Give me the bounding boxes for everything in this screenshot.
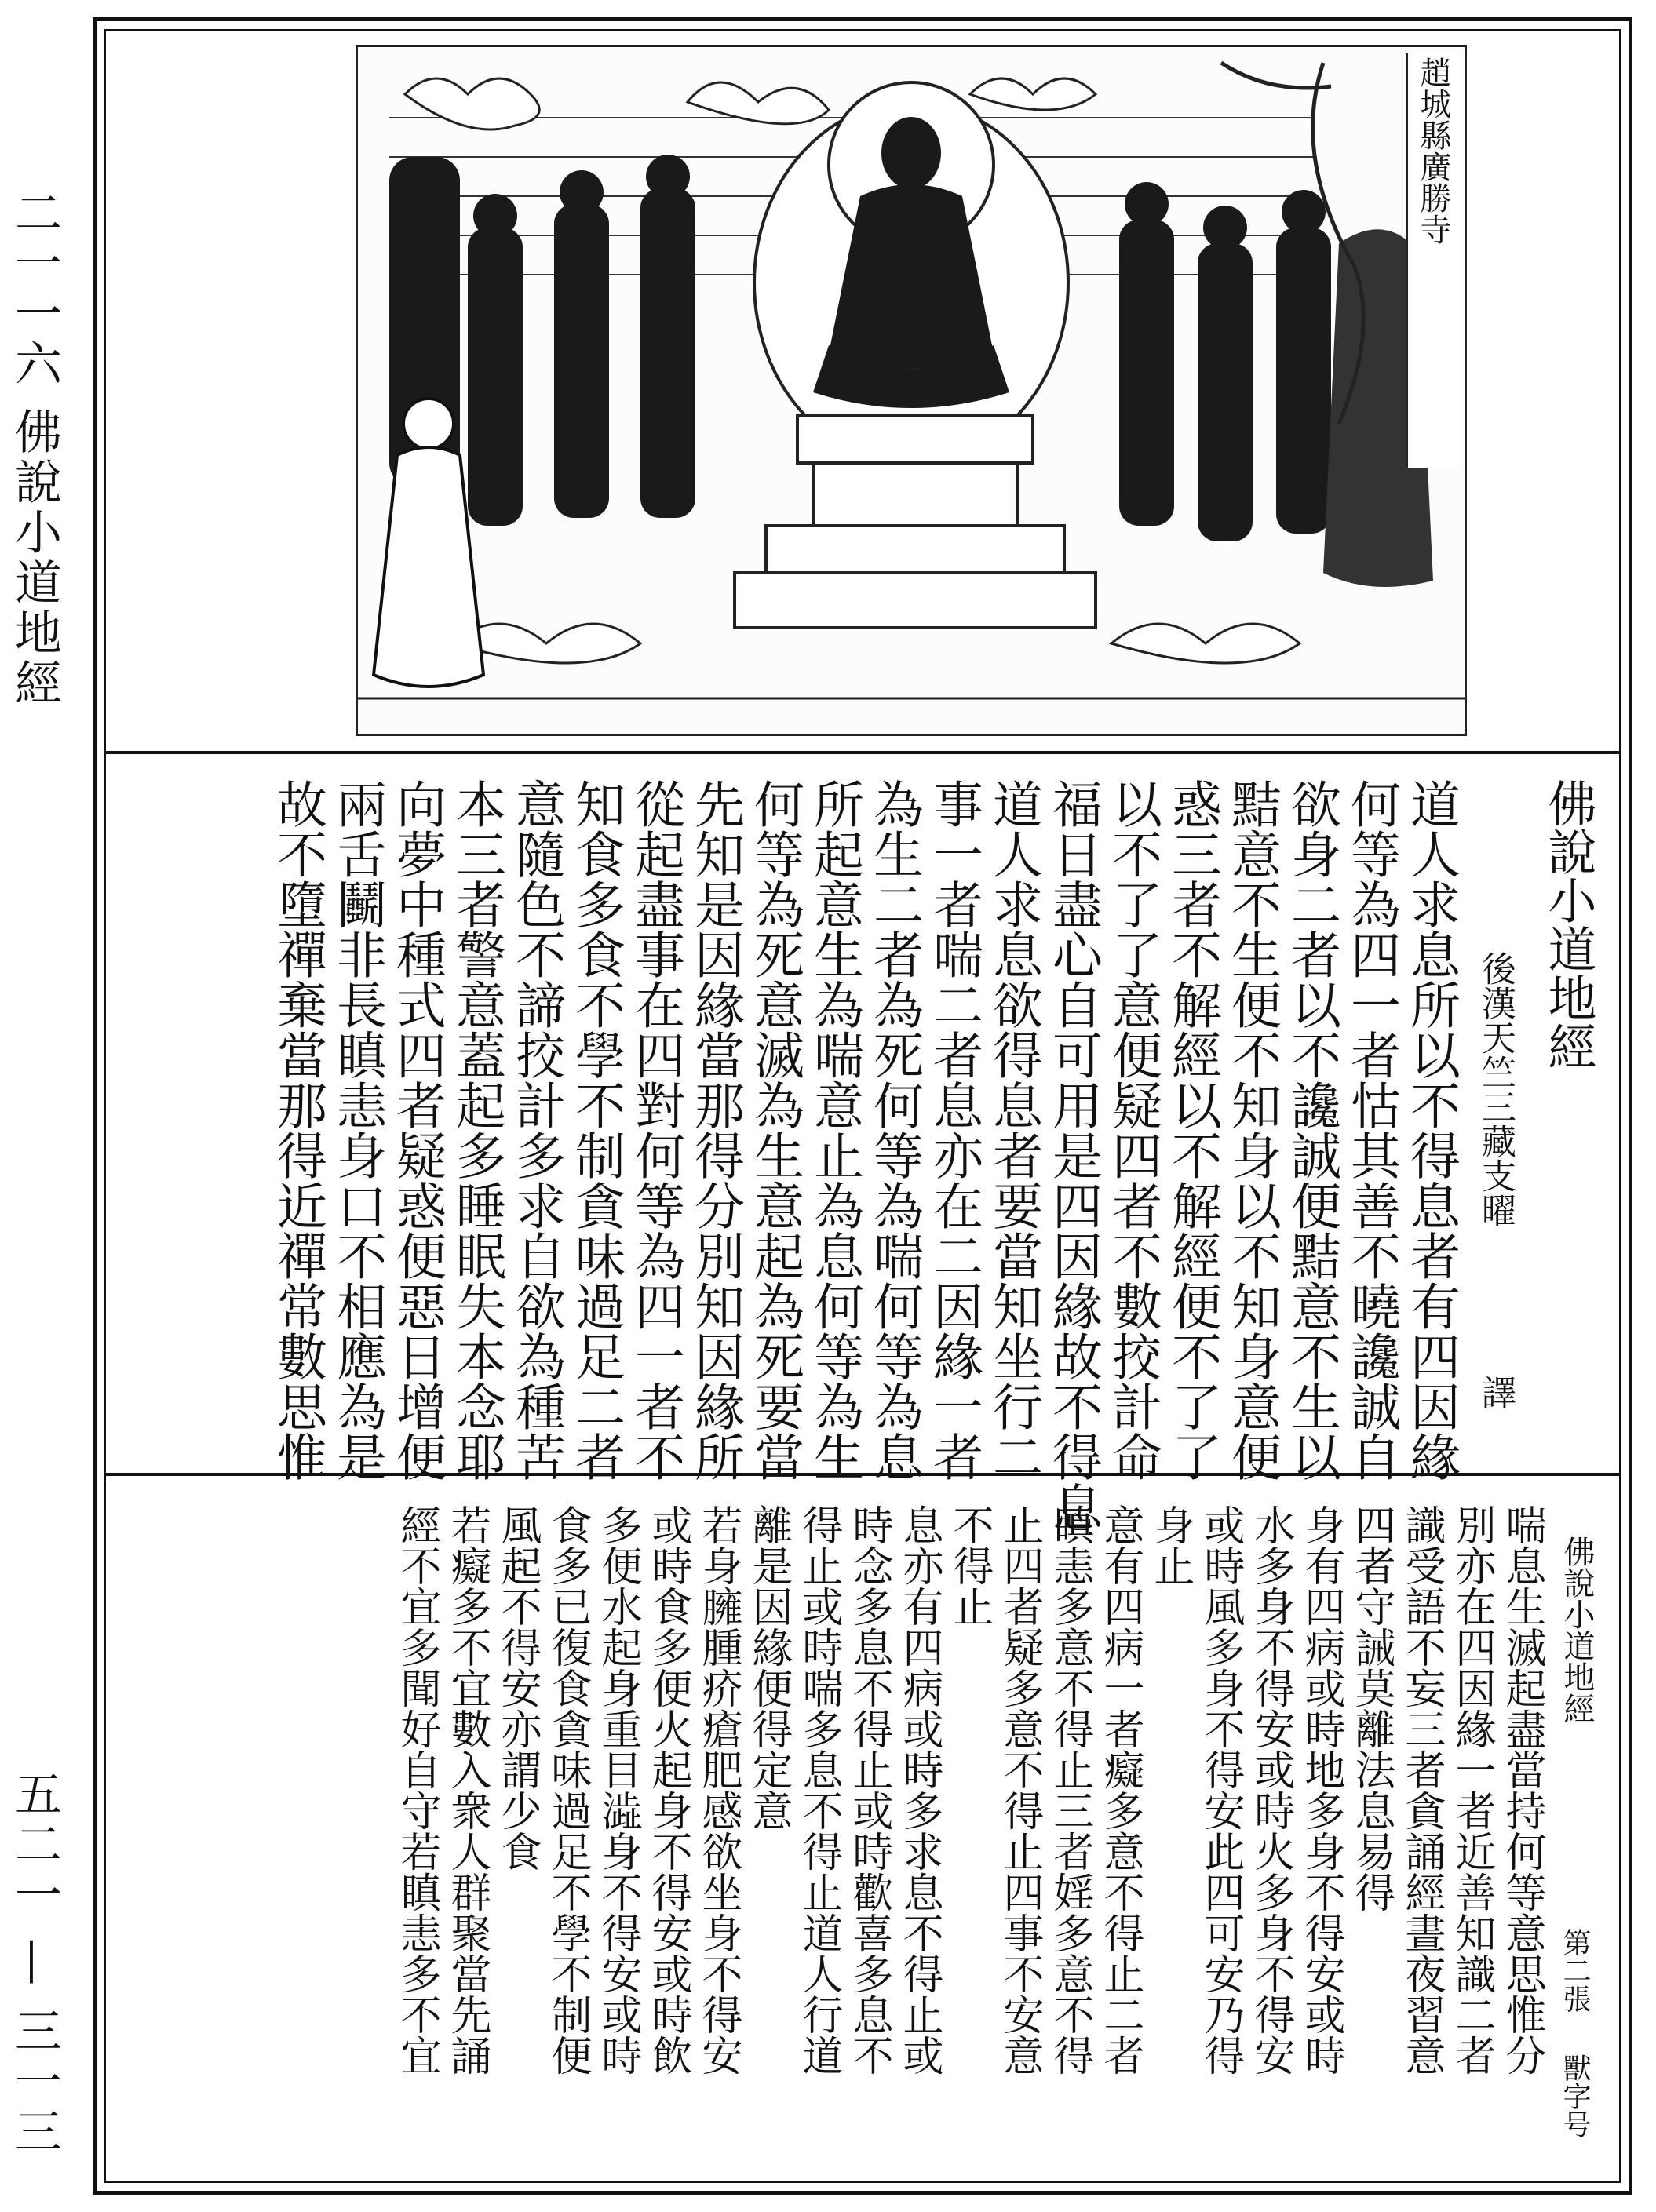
- panel2-col-3: 識受語不妄三者貪誦經晝夜習意: [1398, 1504, 1445, 2075]
- divider-middle: [104, 1473, 1621, 1476]
- panel1-col-5: 惑三者不解經以不解經便不了了: [1163, 778, 1221, 1481]
- translator-name: 後漢天竺三藏支曜: [1475, 951, 1516, 1227]
- translator-line: [1462, 778, 1541, 1469]
- panel1-col-11: 所起意生為喘意止為息何等為生: [805, 778, 863, 1481]
- panel2-col-2: 別亦在四因緣一者近善知識二者: [1448, 1504, 1495, 2075]
- translator-label: 譯: [1475, 1375, 1516, 1409]
- panel2-col-16: 離是因緣便得定意: [745, 1504, 792, 1831]
- panel1-col-20: 故不墮禪棄當那得近禪常數思惟: [268, 778, 326, 1481]
- panel2-col-21: 風起不得安亦謂少食: [494, 1504, 541, 1871]
- panel1-col-1: 道人求息所以不得息者有四因緣: [1402, 778, 1460, 1481]
- sutra-title: 佛說小道地經: [1540, 778, 1597, 1070]
- panel1-col-2: 何等為四一者怙其善不曉讒誠自: [1342, 778, 1400, 1481]
- panel2-col-22: 若癡多不宜數入衆人群聚當先誦: [443, 1504, 491, 2075]
- panel2-col-1: 喘息生滅起盡當持何等意思惟分: [1498, 1504, 1545, 2075]
- frontispiece-illustration: [356, 45, 1467, 736]
- panel2-col-14: 時念多息不得止或時歡喜多息不: [845, 1504, 892, 2075]
- running-title: 佛說小道地經: [1559, 1536, 1595, 1724]
- margin-page-number: 五二一 — 三一三: [7, 1769, 62, 2158]
- panel2-col-18: 或時食多便火起身不得安或時飲: [644, 1504, 691, 2075]
- panel1-col-4: 黠意不生便不知身以不知身意便: [1223, 778, 1281, 1481]
- panel2-col-9: 意有四病一者癡多意不得止二者: [1096, 1504, 1144, 2075]
- panel2-col-19: 多便水起身重目澁身不得安或時: [594, 1504, 641, 2075]
- sutra-panel-1: [263, 778, 1597, 1532]
- panel2-col-8: 身止: [1147, 1504, 1194, 1586]
- panel1-col-19: 兩舌鬭非長瞋恚身口不相應為是: [328, 778, 386, 1481]
- panel1-col-8: 道人求息欲得息者要當知坐行二: [984, 778, 1042, 1481]
- panel1-col-13: 先知是因緣當那得分別知因緣所: [686, 778, 744, 1481]
- panel2-col-7: 或時風多身不得安此四可安乃得: [1197, 1504, 1244, 2075]
- panel2-col-5: 身有四病或時地多身不得安或時: [1297, 1504, 1344, 2075]
- panel2-col-10: 瞋恚多意不得止三者婬多意不得: [1046, 1504, 1093, 2075]
- panel1-col-9: 事一者喘二者息亦在二因緣一者: [925, 778, 983, 1481]
- margin-volume-title: 二一一六 佛說小道地經: [7, 188, 62, 709]
- panel2-col-23: 經不宜多聞好自守若瞋恚多不宜: [393, 1504, 440, 2075]
- sheet-number: 第二張: [1559, 1928, 1591, 2013]
- panel2-header: [1547, 1504, 1605, 2179]
- panel2-col-15: 得止或時喘多息不得止道人行道: [795, 1504, 842, 2075]
- illustration-caption: 趙城縣廣勝寺: [1406, 53, 1458, 468]
- divider-top: [104, 751, 1621, 754]
- page-frame: [93, 17, 1632, 2195]
- panel1-col-6: 以不了了意便疑四者不數挍計命: [1103, 778, 1162, 1481]
- panel2-col-13: 息亦有四病或時多求息不得止或: [895, 1504, 943, 2075]
- panel2-col-11: 止四者疑多意不得止四事不安意: [996, 1504, 1043, 2075]
- sutra-panel-2: [387, 1504, 1605, 2179]
- panel1-col-10: 為生二者為死何等為喘何等為息: [865, 778, 923, 1481]
- panel2-col-6: 水多身不得安或時火多身不得安: [1247, 1504, 1294, 2075]
- panel2-col-17: 若身臃腫疥瘡肥感欲坐身不得安: [695, 1504, 742, 2075]
- panel1-col-3: 欲身二者以不讒誠便黠意不生以: [1282, 778, 1340, 1481]
- buddha-assembly-woodcut-icon: [358, 47, 1465, 734]
- panel1-col-7: 福日盡心自可用是四因緣故不得息: [1044, 778, 1102, 1532]
- panel1-col-16: 意隨色不諦挍計多求自欲為種苦: [507, 778, 565, 1481]
- panel2-col-4: 四者守誡莫離法息易得: [1348, 1504, 1395, 1912]
- panel2-col-20: 食多已復食貪味過足不學不制便: [544, 1504, 591, 2075]
- character-code: 獸字号: [1559, 2053, 1591, 2138]
- panel2-col-12: 不得止: [946, 1504, 993, 1627]
- panel1-col-15: 知食多食不學不制貪味過足二者: [567, 778, 625, 1481]
- panel1-col-12: 何等為死意滅為生意起為死要當: [746, 778, 804, 1481]
- panel1-col-17: 本三者警意蓋起多睡眠失本念耶: [447, 778, 505, 1481]
- panel1-col-18: 向夢中種式四者疑惑便惡日增便: [388, 778, 446, 1481]
- panel1-col-14: 從起盡事在四對何等為四一者不: [626, 778, 684, 1481]
